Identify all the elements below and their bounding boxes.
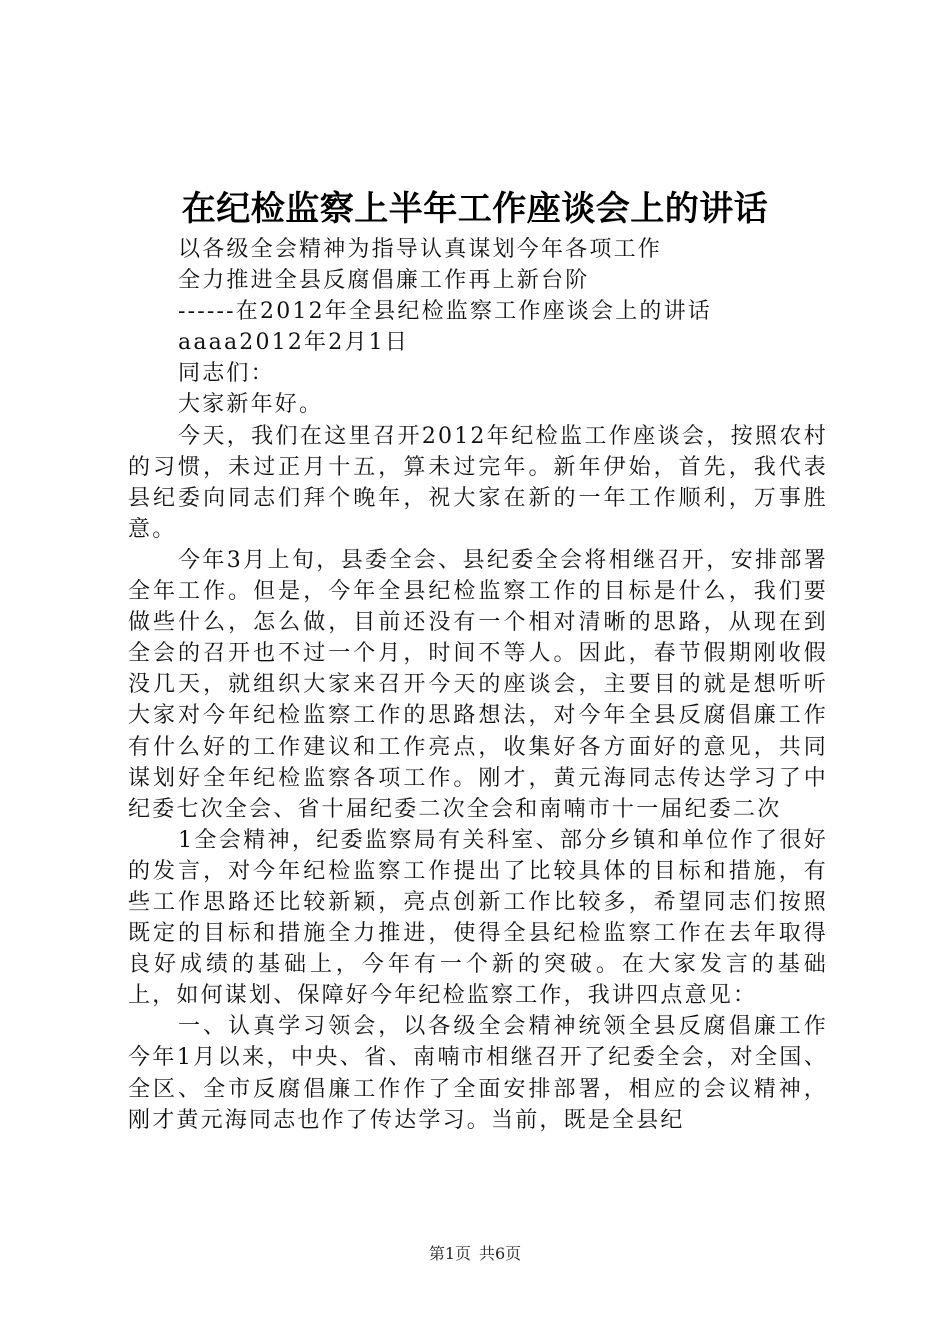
subtitle-line: ------在2012年全县纪检监察工作座谈会上的讲话: [178, 299, 712, 325]
page-number: 第1页: [428, 1244, 471, 1263]
subtitle-line: 以各级全会精神为指导认真谋划今年各项工作: [178, 237, 663, 262]
page-total: 共6页: [479, 1244, 522, 1263]
document-body: [128, 234, 828, 1136]
paragraph: 一、认真学习领会，以各级全会精神统领全县反腐倡廉工作今年1月以来，中央、省、南喃市相继召开了纪委全会，对全国、全区、全市反腐倡廉工作作了全面安排部署，相应的会议精神，刚才黄元海同志也作了传达学习。当前，既是全县纪: [128, 1014, 828, 1133]
subtitle-line: 全力推进全县反腐倡廉工作再上新台阶: [178, 268, 590, 294]
page-footer: [0, 1243, 950, 1265]
paragraph: 今年3月上旬，县委全会、县纪委全会将相继召开，安排部署全年工作。但是，今年全县纪检监察工作的目标是什么，我们要做些什么，怎么做，目前还没有一个相对清晰的思路，从现在到全会的召开也不过一个月，时间不等人。因此，春节假期刚收假没几天，就组织大家来召开今天的座谈会，主要目的就是想听听大家对今年纪检监察工作的思路想法，对今年全县反腐倡廉工作有什么好的工作建议和工作亮点，收集好各方面好的意见，共同谋划好全年纪检监察各项工作。刚才，黄元海同志传达学习了中纪委七次全会、省十届纪委二次全会和南喃市十一届纪委二次: [128, 547, 828, 822]
paragraph: 1全会精神，纪委监察局有关科室、部分乡镇和单位作了很好的发言，对今年纪检监察工作提出了比较具体的目标和措施，有些工作思路还比较新颖，亮点创新工作比较多，希望同志们按照既定的目标和措施全力推进，使得全县纪检监察工作在去年取得良好成绩的基础上，今年有一个新的突破。在大家发言的基础上，如何谋划、保障好今年纪检监察工作，我讲四点意见：: [128, 827, 828, 1009]
document-title: 在纪检监察上半年工作座谈会上的讲话: [181, 189, 769, 229]
paragraph: 今天，我们在这里召开2012年纪检监工作座谈会，按照农村的习惯，未过正月十五，算未过完年。新年伊始，首先，我代表县纪委向同志们拜个晚年，祝大家在新的一年工作顺利，万事胜意。: [128, 423, 828, 542]
salutation: 同志们：: [178, 361, 275, 387]
greeting: 大家新年好。: [178, 392, 324, 418]
date-line: aaaa2012年2月1日: [178, 330, 410, 356]
